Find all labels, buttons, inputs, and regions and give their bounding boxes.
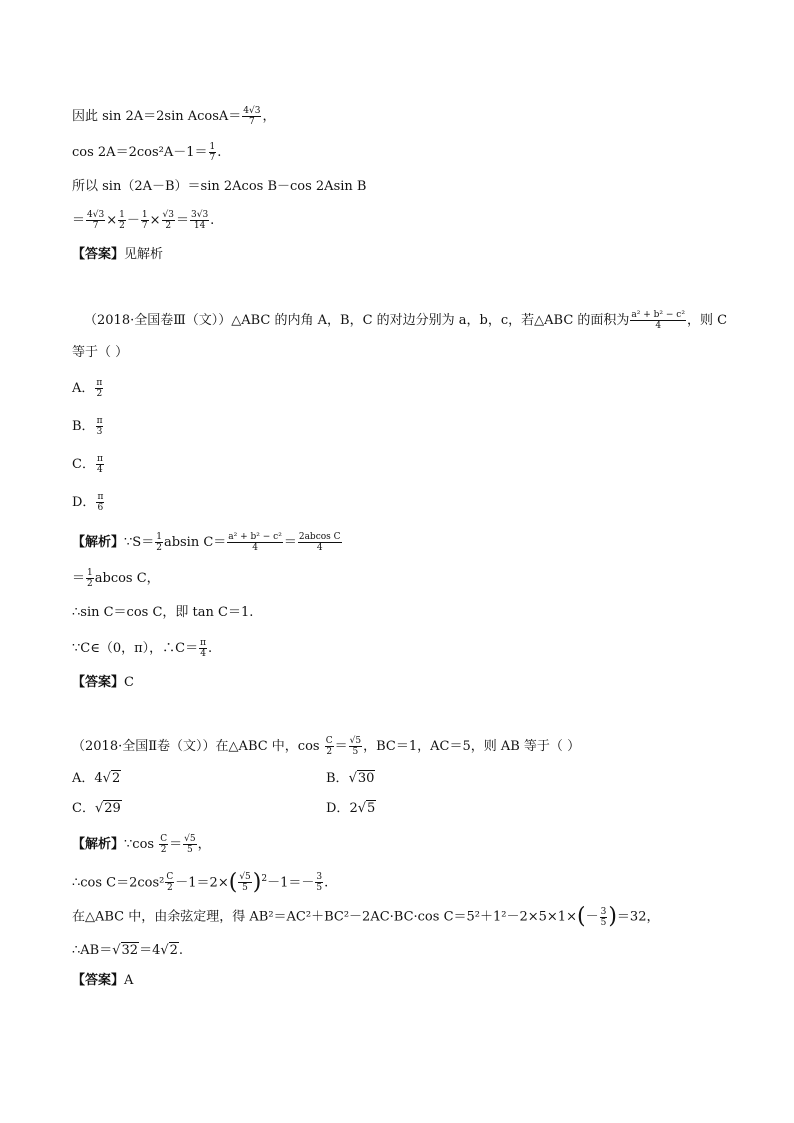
q3-option-c: C．√29 — [72, 801, 121, 816]
answer-label: 【答案】 — [72, 247, 125, 262]
q2-solution-1: 【解析】∵S＝ $\frac{1}{2}$ absin C＝ $\frac{\text{a² + b² − c²}}{4}$ ＝ $\frac{\text{2abcos C}}{4}$ — [72, 532, 341, 553]
p1-line-2: cos 2A＝2cos²A－1＝ $\frac{1}{7}$ . — [72, 142, 222, 163]
q2-answer: 【答案】C — [72, 675, 134, 690]
q3-option-a: A．4√2 — [72, 771, 121, 786]
q3-solution-2: ∴cos C＝2cos² $\frac{C}{2}$ －1＝2×( $\frac{√5}{5}$ )$^2$－1＝－ $\frac{3}{5}$ . — [72, 869, 329, 895]
q2-solution-4: ∵C∈（0，π），∴C＝ $\frac{\pi}{4}$ . — [72, 638, 213, 659]
p1-line-1: 因此 sin 2A＝2sin AcosA＝ $\frac{4√3}{7}$ ， — [72, 106, 276, 127]
q3-solution-1: 【解析】∵cos $\frac{C}{2}$ ＝ $\frac{√5}{5}$ ， — [72, 834, 211, 855]
q3-option-d: D．2√5 — [326, 801, 376, 816]
q3-solution-4: ∴AB＝√32＝4√2. — [72, 943, 184, 958]
q2-solution-3: ∴sin C＝cos C，即 tan C＝1. — [72, 605, 254, 620]
q2-stem-line-2: 等于（ ） — [72, 345, 129, 360]
q3-stem: （2018·全国Ⅱ卷（文））在△ABC 中，cos $\frac{C}{2}$ ＝ $\frac{√5}{5}$ ，BC＝1，AC＝5，则 AB 等于（ ） — [72, 736, 581, 757]
q2-stem: （2018·全国卷Ⅲ（文））△ABC 的内角 A，B，C 的对边分别为 a，b，c，若△ABC 的面积为 $\frac{\text{a² + b² − c²}}{4}$ ，则 C — [84, 310, 728, 331]
text: 因此 sin 2A＝2sin AcosA＝ — [72, 109, 242, 124]
q3-answer: 【答案】A — [72, 973, 134, 988]
answer-text: 见解析 — [124, 247, 164, 262]
q2-option-d: D． $\frac{\pi}{6}$ — [72, 492, 104, 513]
p1-line-3: 所以 sin（2A－B）＝sin 2Acos B－cos 2Asin B — [72, 179, 367, 194]
left-paren: ( — [228, 869, 238, 895]
q2-solution-2: ＝ $\frac{1}{2}$ abcos C， — [72, 568, 160, 589]
q2-option-a: A． $\frac{\pi}{2}$ — [72, 378, 103, 399]
right-paren: ) — [252, 869, 262, 895]
q3-option-b: B．√30 — [326, 771, 375, 786]
fraction: $\frac{4√3}{7}$ — [243, 106, 261, 127]
fraction: $\frac{1}{7}$ — [209, 142, 216, 163]
q2-option-c: C． $\frac{\pi}{4}$ — [72, 454, 103, 475]
q3-solution-3: 在△ABC 中，由余弦定理，得 AB²＝AC²＋BC²－2AC·BC·cos C＝5²＋1²－2×5×1×(－ $\frac{3}{5}$ )＝32， — [72, 904, 660, 929]
sqrt: √2 — [102, 771, 121, 786]
p1-line-4: ＝ $\frac{4√3}{7}$ × $\frac{1}{2}$ － $\frac{1}{7}$ × $\frac{√3}{2}$ ＝ $\frac{3√3}{14}$ . — [72, 210, 215, 231]
p1-answer — [72, 246, 163, 264]
q2-option-b: B． $\frac{\pi}{3}$ — [72, 416, 103, 437]
